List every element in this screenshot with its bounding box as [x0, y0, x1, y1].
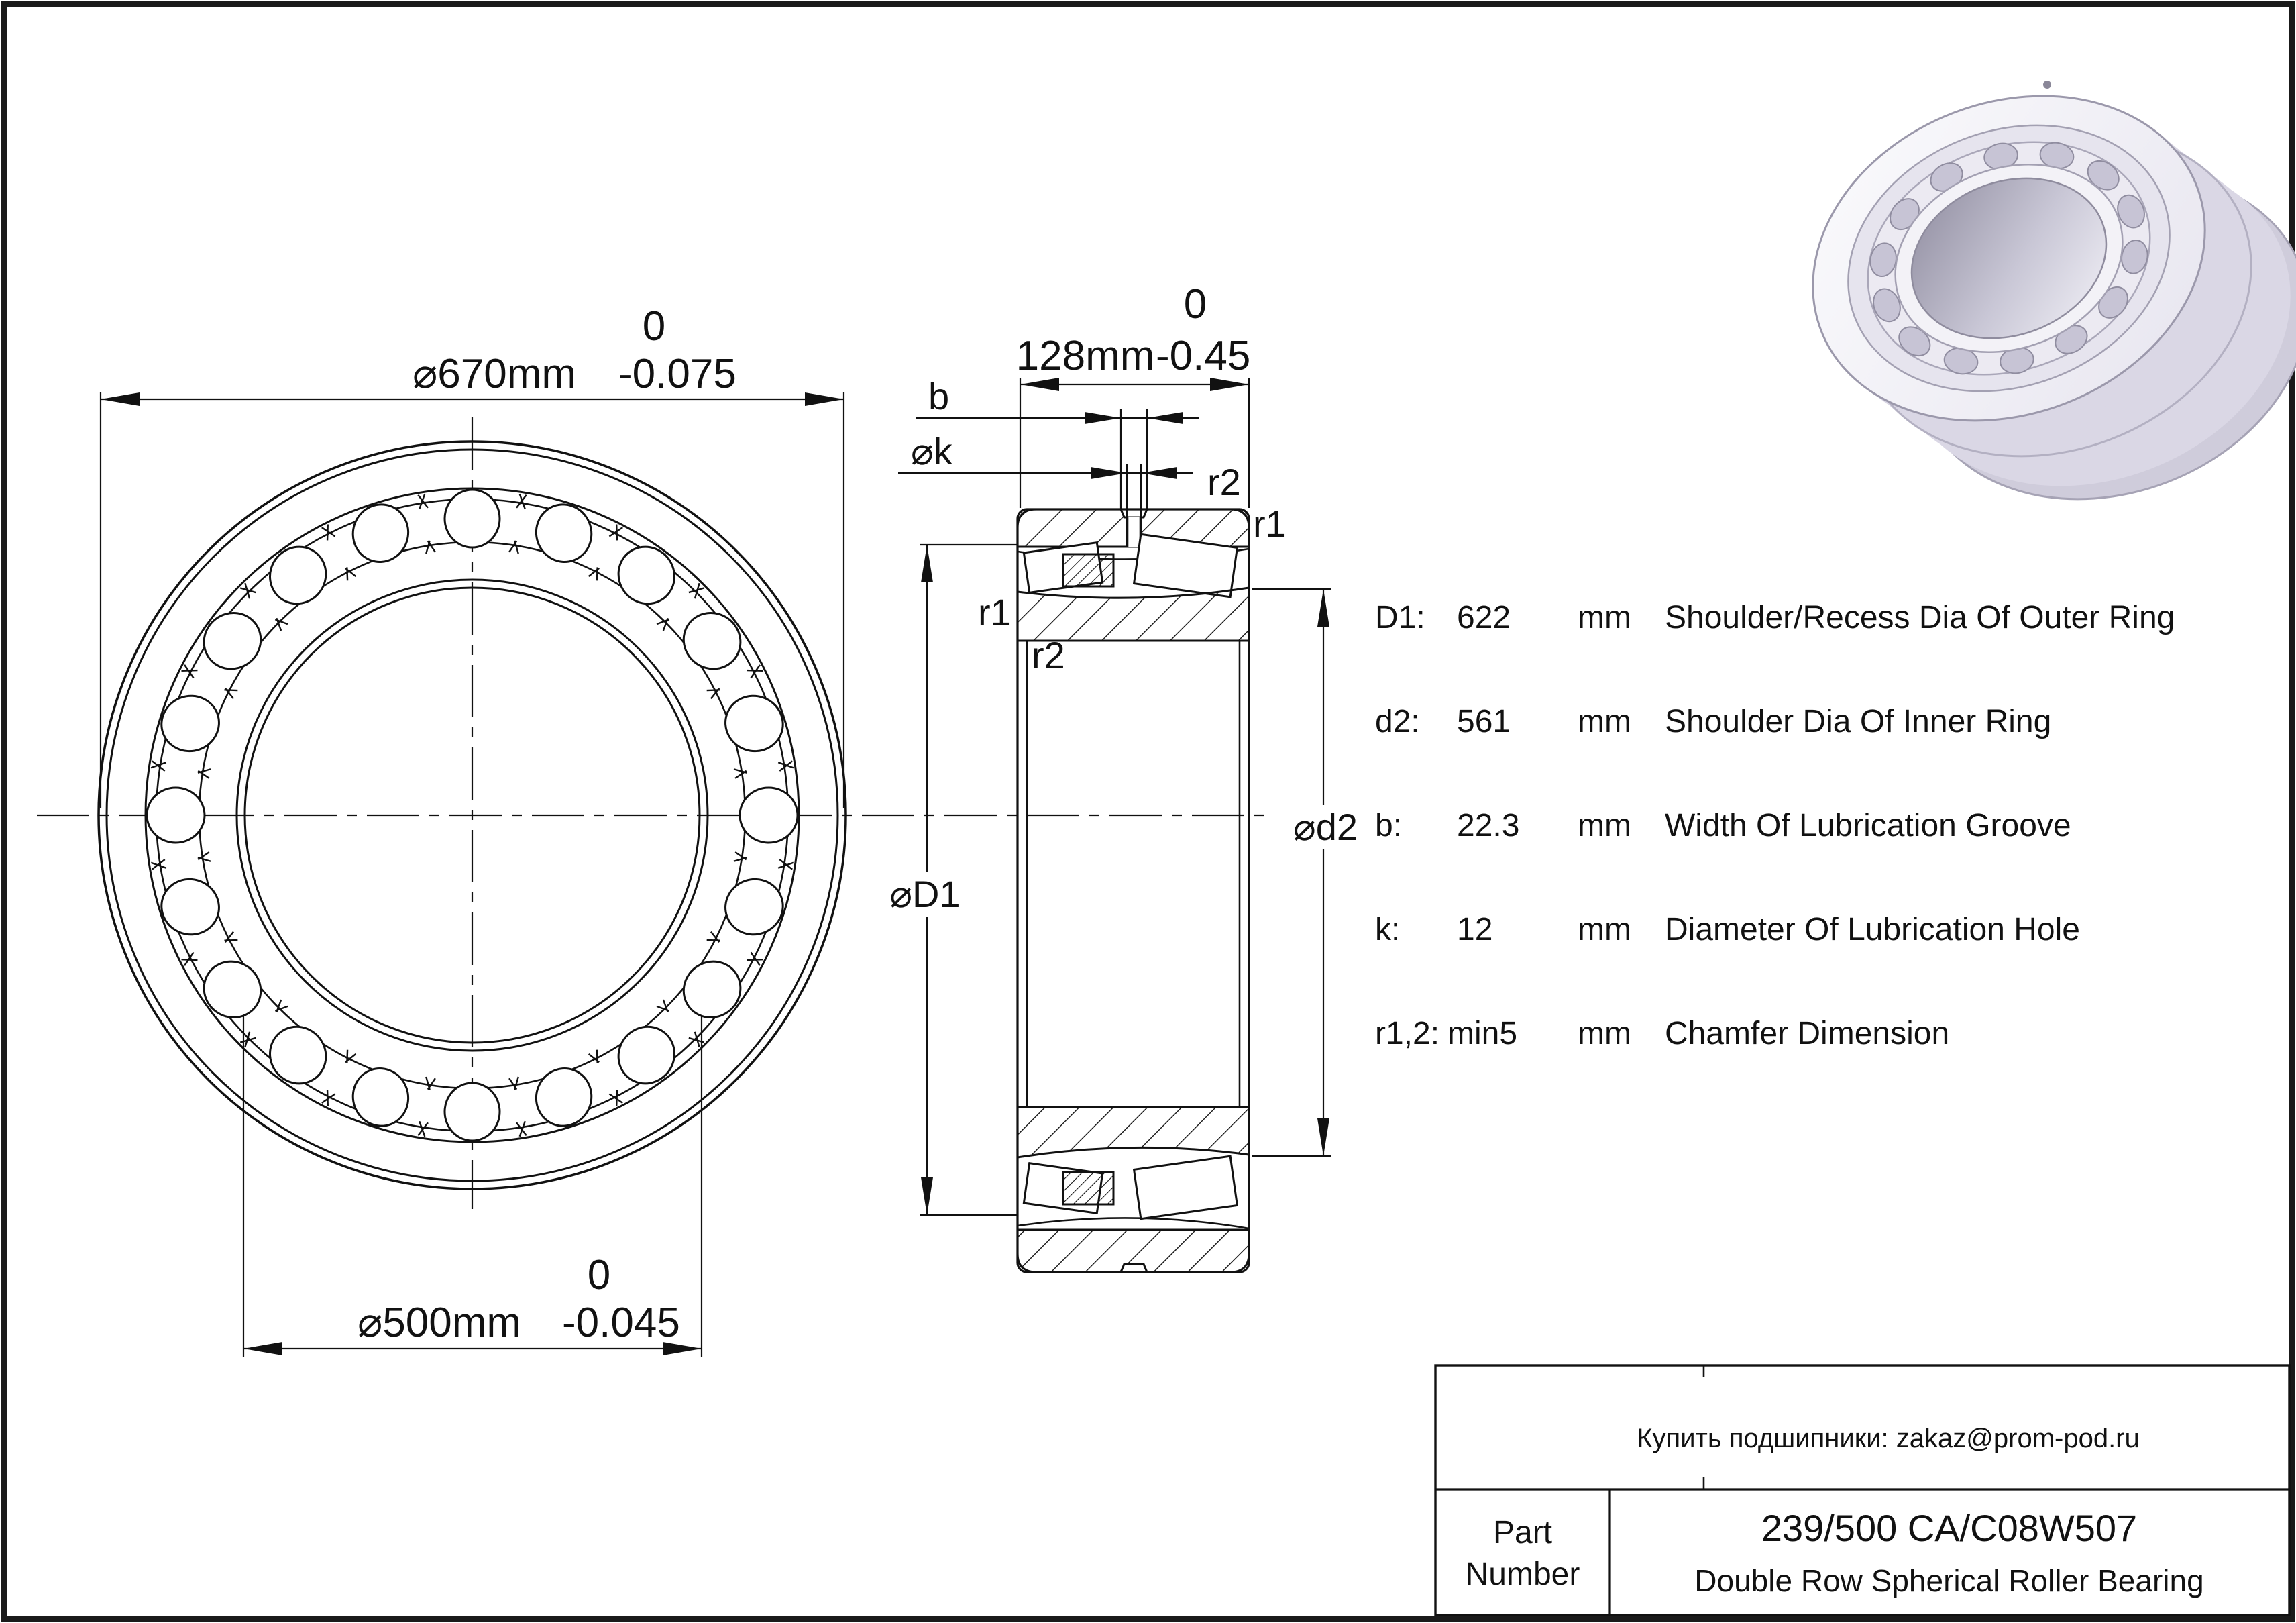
arrowhead-up	[921, 545, 933, 582]
groove-b-label: b	[928, 375, 950, 417]
spec-row-b	[1375, 808, 2071, 843]
cage-pocket-inner-tick	[514, 1077, 518, 1090]
cage-pocket-inner-tick	[224, 940, 237, 941]
roller-17	[673, 602, 752, 680]
chamfer-r1-label-left: r1	[978, 591, 1012, 633]
dim-groove-b	[916, 375, 1199, 509]
dim-bore-diameter	[243, 1252, 702, 1355]
roller-6	[154, 872, 226, 942]
spec-desc: Shoulder Dia Of Inner Ring	[1665, 704, 2052, 739]
bearing-3d-render	[1765, 41, 2296, 554]
spec-desc: Chamfer Dimension	[1665, 1016, 1950, 1051]
cage-pocket-outer-tick	[181, 959, 197, 960]
part-label-line1: Part	[1492, 1515, 1553, 1551]
bore-dim-text: ⌀500mm	[357, 1300, 522, 1346]
d2-ticks	[1252, 589, 1331, 1156]
cage-pocket-inner-tick	[198, 857, 211, 861]
cage-pocket-inner-tick	[735, 852, 747, 859]
part-number-text: 239/500 CA/C08W507	[1761, 1507, 2138, 1549]
roller-16	[718, 688, 790, 759]
arrowhead-right	[1210, 378, 1249, 391]
spec-unit: mm	[1578, 808, 1631, 843]
outer-raceway-bottom	[1018, 1218, 1249, 1228]
title-block	[1435, 1365, 2289, 1615]
render-lube-hole-dot	[2043, 81, 2051, 89]
spec-label: D1:	[1375, 600, 1425, 635]
roller-9	[345, 1061, 416, 1133]
spec-value: 22.3	[1457, 808, 1520, 843]
spec-label: r1,2:	[1375, 1016, 1440, 1051]
cage-pocket-inner-tick	[597, 1050, 598, 1063]
cage-section-top	[1063, 554, 1113, 586]
roller-5	[147, 788, 205, 843]
spec-label: d2:	[1375, 704, 1420, 739]
arrowhead-right	[805, 392, 844, 406]
roller-3	[193, 602, 272, 680]
shoulder-D1-label: ⌀D1	[889, 873, 961, 915]
spec-row-r12	[1375, 1016, 1949, 1051]
cage-pocket-inner-tick	[514, 541, 518, 554]
roller-4	[154, 688, 226, 759]
roller-10	[445, 1083, 500, 1141]
cage-pocket-inner-tick	[428, 1078, 435, 1090]
width-dim-tol-top: 0	[1183, 281, 1207, 327]
dim-shoulder-D1	[872, 545, 1018, 1215]
arrowhead-left	[1020, 378, 1059, 391]
cage-section-bottom	[1063, 1172, 1113, 1204]
lubrication-hole-slot	[1128, 517, 1140, 547]
bore-walls	[1027, 641, 1240, 1107]
part-description-text: Double Row Spherical Roller Bearing	[1694, 1563, 2204, 1598]
spec-unit: mm	[1578, 1016, 1631, 1051]
hole-k-label: ⌀k	[911, 430, 952, 472]
cage-pocket-inner-tick	[734, 769, 747, 772]
spec-unit: mm	[1578, 600, 1631, 635]
spec-value: 561	[1457, 704, 1511, 739]
section-body	[1018, 509, 1249, 1272]
groove-b-extension-lines	[1121, 409, 1147, 509]
dim-shoulder-d2	[1252, 589, 1378, 1156]
outer-dim-tol-top: 0	[642, 303, 666, 350]
arrowhead-down	[921, 1177, 933, 1215]
arrowhead-left	[243, 1342, 282, 1355]
spec-row-D1	[1375, 600, 2175, 635]
roller-15	[740, 788, 798, 843]
arrowhead-right	[1147, 412, 1183, 424]
outer-dim-text: ⌀670mm	[412, 351, 577, 397]
spec-label: b:	[1375, 808, 1403, 843]
roller-7	[193, 950, 272, 1029]
chamfer-r2-label-left: r2	[1032, 634, 1065, 676]
roller-0	[445, 490, 500, 547]
bore-dim-tol-top: 0	[587, 1252, 611, 1298]
spec-unit: mm	[1578, 912, 1631, 947]
chamfer-r1-label-right: r1	[1253, 503, 1287, 545]
chamfer-r2-label-right: r2	[1207, 461, 1241, 503]
spec-label: k:	[1375, 912, 1401, 947]
spec-value: 12	[1457, 912, 1493, 947]
arrowhead-up	[1317, 589, 1329, 627]
roller-2	[259, 536, 337, 615]
cage-pocket-outer-tick	[747, 670, 763, 671]
roller-bottom-right	[1134, 1156, 1238, 1218]
spec-unit: mm	[1578, 704, 1631, 739]
arrowhead-left	[1085, 412, 1121, 424]
spec-row-d2	[1375, 704, 2051, 739]
spec-desc: Shoulder/Recess Dia Of Outer Ring	[1665, 600, 2175, 635]
outer-dim-tol-bottom: -0.075	[618, 351, 736, 397]
roller-13	[673, 950, 752, 1029]
cage-pocket-inner-tick	[426, 541, 429, 554]
section-view	[872, 281, 1378, 1272]
outer-ring-bottom-section	[1018, 1230, 1249, 1272]
roller-19	[529, 497, 599, 569]
cage-pocket-inner-tick	[198, 771, 209, 778]
spec-value: min5	[1447, 1016, 1518, 1051]
spec-row-k	[1375, 912, 2080, 947]
roller-1	[345, 497, 416, 569]
spec-value: 622	[1457, 600, 1511, 635]
part-label-line2: Number	[1465, 1557, 1580, 1592]
spec-desc: Diameter Of Lubrication Hole	[1665, 912, 2080, 947]
width-dim-text: 128mm	[1016, 333, 1155, 379]
roller-18	[607, 536, 686, 615]
contact-text: Купить подшипники: zakaz@prom-pod.ru	[1637, 1424, 2140, 1453]
inner-ring-top-section	[1018, 588, 1249, 641]
arrowhead-left	[101, 392, 140, 406]
roller-14	[718, 872, 790, 942]
shoulder-d2-label: ⌀d2	[1293, 806, 1358, 848]
bore-dim-tol-bottom: -0.045	[562, 1300, 680, 1346]
inner-ring-bottom-section	[1018, 1107, 1249, 1157]
spec-desc: Width Of Lubrication Groove	[1665, 808, 2071, 843]
cage-pocket-outer-tick	[616, 1090, 617, 1106]
width-dim-tol-bottom: -0.45	[1156, 333, 1251, 379]
roller-8	[259, 1016, 337, 1095]
roller-11	[529, 1061, 599, 1133]
roller-12	[607, 1016, 686, 1095]
spec-table	[1375, 600, 2175, 1051]
arrowhead-down	[1317, 1118, 1329, 1156]
cage-pocket-outer-tick	[327, 524, 328, 540]
